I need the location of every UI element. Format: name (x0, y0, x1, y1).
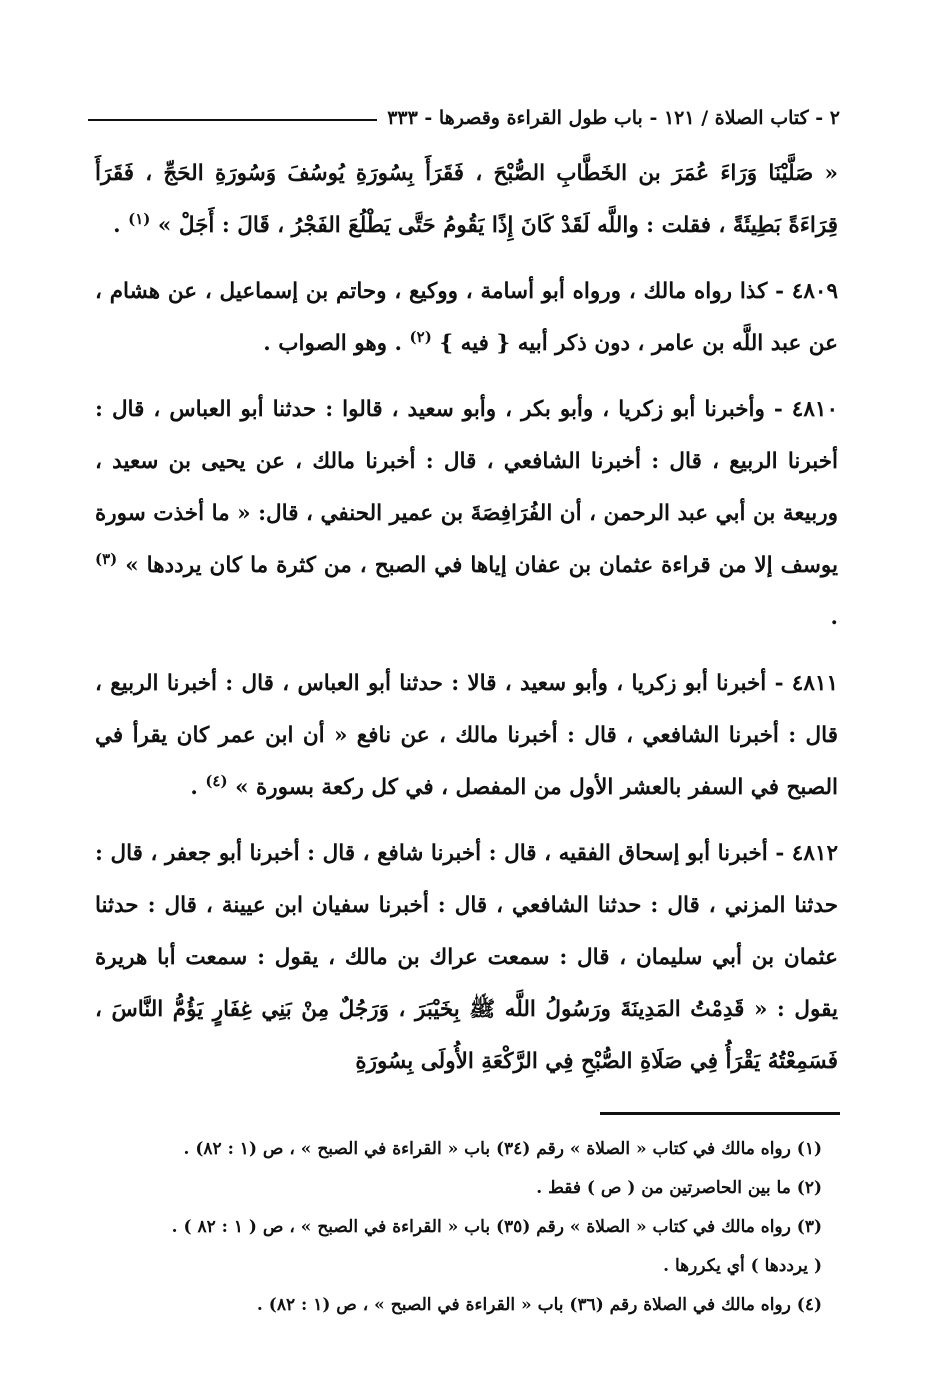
footnote-ref: (٢) (409, 327, 432, 346)
footnote: (٣) رواه مالك في كتاب « الصلاة » رقم (٣٥) باب « القراءة في الصبح » ، ص ( ١ : ٨٢ ) . (171, 1217, 822, 1237)
paragraph-tail: . (190, 775, 206, 800)
footnote-separator (600, 1112, 840, 1115)
paragraph-tail: . (113, 213, 129, 238)
running-header-title: ٢ - كتاب الصلاة / ١٢١ - باب طول القراءة وقصرها - ٣٣٣ (387, 107, 840, 129)
paragraph-tail: . (830, 605, 838, 630)
footnote: (٢) ما بين الحاصرتين من ( ص ) فقط . (536, 1178, 822, 1198)
paragraph-text: ٤٨٠٩ - كذا رواه مالك ، ورواه أبو أسامة ، ووكيع ، وحاتم بن إسماعيل ، عن هشام ، عن عبد اللَّه بن عامر ، دون ذكر أبيه { فيه } (95, 279, 838, 356)
footnote-ref: (١) (128, 209, 151, 228)
footnote: ( يرددها ) أي يكررها . (663, 1256, 822, 1276)
paragraph (95, 384, 838, 644)
footnotes (95, 1130, 822, 1325)
footnote-ref: (٣) (95, 549, 118, 568)
header-rule (88, 119, 377, 121)
main-text (95, 148, 838, 1102)
footnote: (٤) رواه مالك في الصلاة رقم (٣٦) باب « القراءة في الصبح » ، ص (١ : ٨٢) . (256, 1295, 822, 1315)
paragraph (95, 658, 838, 814)
paragraph (95, 148, 838, 252)
paragraph-text: ٤٨١١ - أخبرنا أبو زكريا ، وأبو سعيد ، قالا : حدثنا أبو العباس ، قال : أخبرنا الربيع ، قال : أخبرنا الشافعي ، قال : أخبرنا مالك ، عن نافع « أن ابن عمر كان يقرأ في الصبح في السفر بالعشر الأول من المفصل ، في كل ركعة بسورة » (95, 671, 838, 800)
paragraph-text: ٤٨١٠ - وأخبرنا أبو زكريا ، وأبو بكر ، وأبو سعيد ، قالوا : حدثنا أبو العباس ، قال : أخبرنا الربيع ، قال : أخبرنا الشافعي ، قال : أخبرنا مالك ، عن يحيى بن سعيد ، وربيعة بن أبي عبد الرحمن ، أن الفُرَافِصَةَ بن عمير الحنفي ، قال: « ما أخذت سورة يوسف إلا من قراءة عثمان بن عفان إياها في الصبح ، من كثرة ما كان يرددها » (95, 397, 838, 578)
paragraph-text: « صَلَّيْنَا وَرَاءَ عُمَرَ بن الخَطَّابِ الصُّبْحَ ، فَقَرَأَ بِسُورَةِ يُوسُفَ وَسُورَةِ الحَجِّ ، فَقَرَأَ قِرَاءَةً بَطِيئَةً ، فقلت : واللَّه لَقَدْ كَانَ إِذًا يَقُومُ حَتَّى يَطْلُعَ الفَجْرُ ، قَالَ : أَجَلْ » (95, 161, 838, 238)
footnote-ref: (٤) (205, 771, 228, 790)
footnote: (١) رواه مالك في كتاب « الصلاة » رقم (٣٤) باب « القراءة في الصبح » ، ص (١ : ٨٢) . (183, 1139, 822, 1159)
paragraph (95, 828, 838, 1088)
paragraph-text: ٤٨١٢ - أخبرنا أبو إسحاق الفقيه ، قال : أخبرنا شافع ، قال : أخبرنا أبو جعفر ، قال : حدثنا المزني ، قال : حدثنا الشافعي ، قال : أخبرنا سفيان ابن عيينة ، قال : حدثنا عثمان بن أبي سليمان ، قال : سمعت عراك بن مالك ، يقول : سمعت أبا هريرة يقول : « قَدِمْتُ المَدِينَةَ ورَسُولُ اللَّه ﷺ بِخَيْبَرَ ، وَرَجُلٌ مِنْ بَنِي غِفَارٍ يَؤُمُّ النَّاسَ ، فَسَمِعْتُهُ يَقْرَأُ فِي صَلَاةِ الصُّبْحِ فِي الرَّكْعَةِ الأُولَى بِسُورَةِ (95, 841, 838, 1074)
running-header (88, 98, 840, 138)
paragraph-tail: . وهو الصواب . (263, 331, 410, 356)
paragraph (95, 266, 838, 370)
